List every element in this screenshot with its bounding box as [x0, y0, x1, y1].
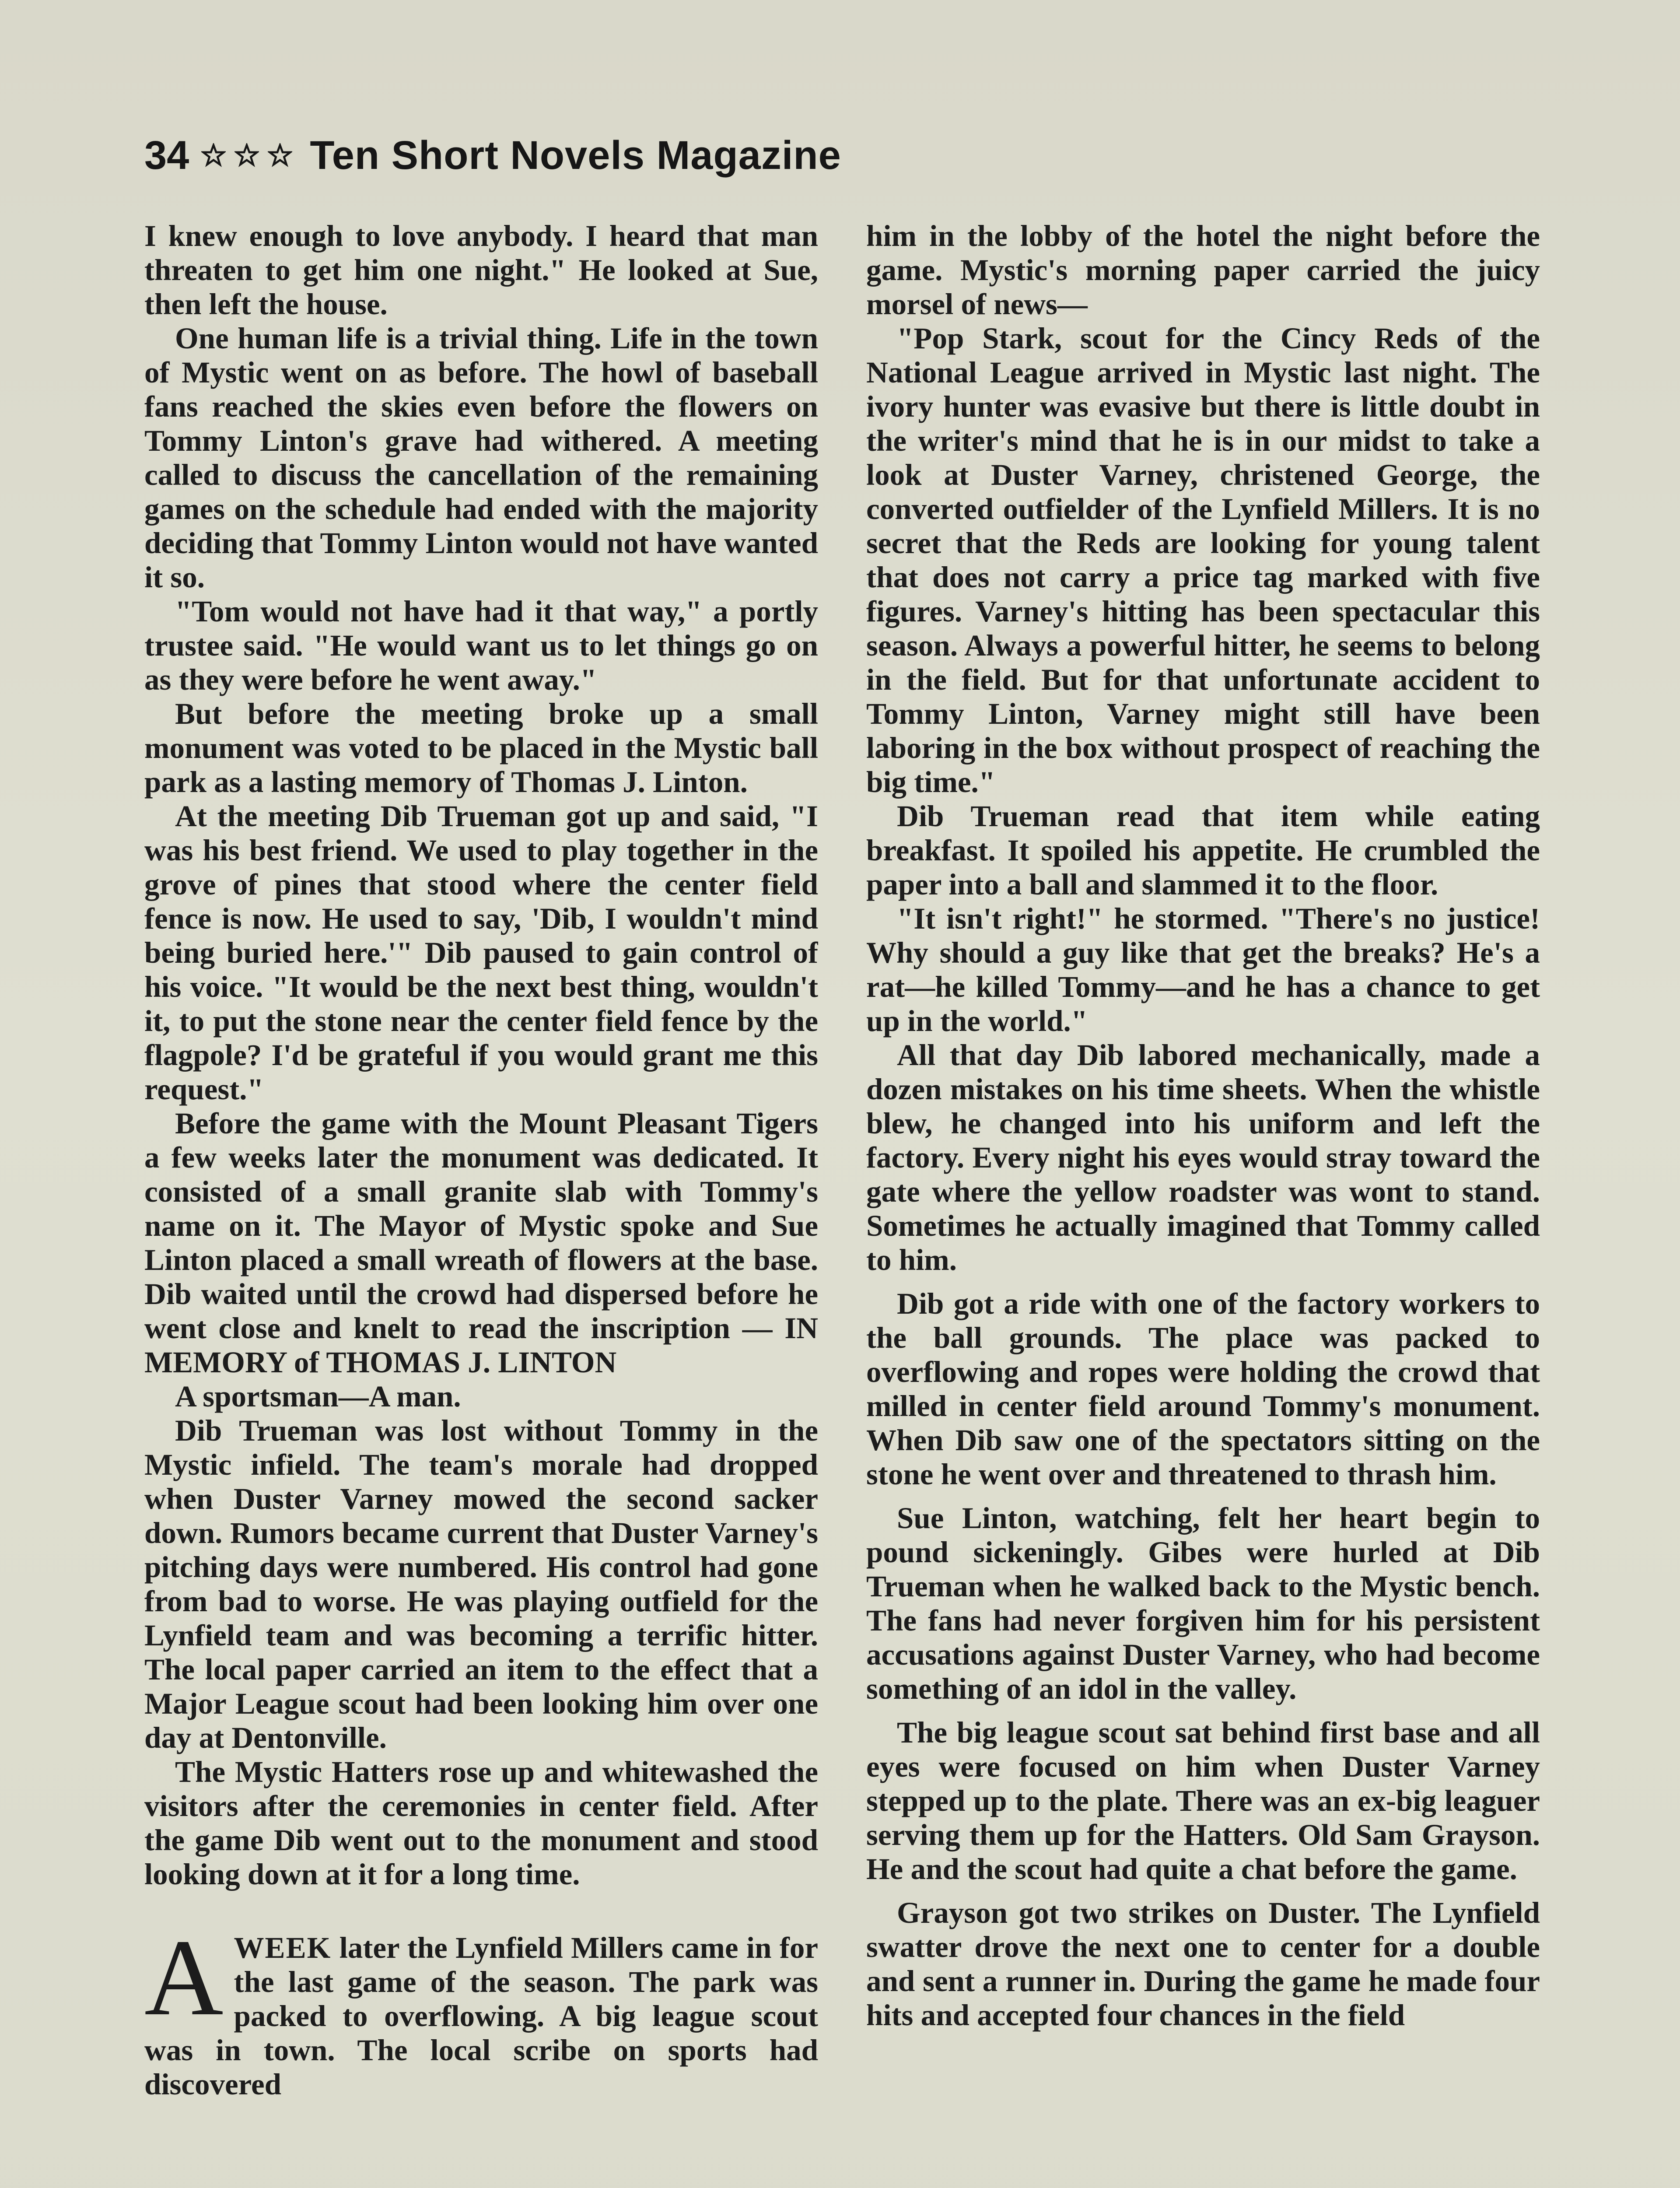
right-column [866, 219, 1540, 2188]
paragraph: A sportsman—A man. [175, 1380, 461, 1413]
paragraph: Dib Trueman read that item while eating breakfast. It spoiled his appetite. He crumbled the paper into a ball and slammed it to the floor. [866, 799, 1540, 901]
star-icon [234, 143, 259, 168]
star-icon [201, 143, 226, 168]
paragraph: Before the game with the Mount Pleasant Tigers a few weeks later the monument was dedicated. It consisted of a small granite slab with Tommy's name on it. The Mayor of Mystic spoke and Sue Linton placed a small wreath of flowers at the base. Dib waited until the crowd had dispersed before he went close and knelt to read the inscription — IN MEMORY of THOMAS J. LINTON [144, 1107, 818, 1379]
paragraph: "Tom would not have had it that way," a portly trustee said. "He would want us to let things go on as they were before he went away." [144, 595, 818, 696]
paragraph: him in the lobby of the hotel the night before the game. Mystic's morning paper carried the juicy morsel of news— [866, 219, 1540, 321]
paragraph: Sue Linton, watching, felt her heart begin to pound sickeningly. Gibes were hurled at Dib Trueman when he walked back to the Mystic bench. The fans had never forgiven him for his persistent accusations against Duster Varney, who had become something of an idol in the valley. [866, 1501, 1540, 1705]
paragraph: I knew enough to love anybody. I heard that man threaten to get him one night." He looked at Sue, then left the house. [144, 219, 818, 321]
left-column [144, 219, 818, 2188]
dropcap-text: later the Lynfield Millers came in for the last game of the season. The park was packed to overflowing. A big league scout was in town. The local scribe on sports had discovered [144, 1931, 818, 2101]
article-columns [144, 219, 1540, 2188]
star-icon [268, 143, 292, 168]
paragraph: "Pop Stark, scout for the Cincy Reds of the National League arrived in Mystic last night. The ivory hunter was evasive but there is little doubt in the writer's mind that he is in our midst to take a look at Duster Varney, christened George, the converted outfielder of the Lynfield Millers. It is no secret that the Reds are looking for young talent that does not carry a price tag marked with five figures. Varney's hitting has been spectacular this season. Always a powerful hitter, he seems to belong in the field. But for that unfortunate accident to Tommy Linton, Varney might still have been laboring in the box without prospect of reaching the big time." [866, 322, 1540, 799]
drop-cap: A [144, 1917, 224, 2038]
paragraph: Grayson got two strikes on Duster. The Lynfield swatter drove the next one to center for a double and sent a runner in. During the game he made four hits and accepted four chances in the field [866, 1896, 1540, 2032]
paragraph: Dib Trueman was lost without Tommy in the Mystic infield. The team's morale had dropped when Duster Varney mowed the second sacker down. Rumors became current that Duster Varney's pitching days were numbered. His control had gone from bad to worse. He was playing outfield for the Lynfield team and was becoming a terrific hitter. The local paper carried an item to the effect that a Major League scout had been looking him over one day at Dentonville. [144, 1414, 818, 1754]
header-stars [201, 143, 292, 168]
paragraph: Dib got a ride with one of the factory workers to the ball grounds. The place was packed to overflowing and ropes were holding the crowd that milled in center field around Tommy's monument. When Dib saw one of the spectators sitting on the stone he went over and threatened to thrash him. [866, 1287, 1540, 1491]
page-header [144, 127, 841, 184]
paragraph: One human life is a trivial thing. Life in the town of Mystic went on as before. The howl of baseball fans reached the skies even before the flowers on Tommy Linton's grave had withered. A meeting called to discuss the cancellation of the remaining games on the schedule had ended with the majority deciding that Tommy Linton would not have wanted it so. [144, 322, 818, 594]
magazine-title: Ten Short Novels Magazine [310, 133, 841, 178]
dropcap-paragraph [144, 1917, 818, 2101]
paragraph: The big league scout sat behind first base and all eyes were focused on him when Duster Varney stepped up to the plate. There was an ex-big leaguer serving them up for the Hatters. Old Sam Grayson. He and the scout had quite a chat before the game. [866, 1716, 1540, 1886]
paragraph: All that day Dib labored mechanically, made a dozen mistakes on his time sheets. When the whistle blew, he changed into his uniform and left the factory. Every night his eyes would stray toward the gate where the yellow roadster was wont to stand. Sometimes he actually imagined that Tommy called to him. [866, 1038, 1540, 1276]
paragraph: "It isn't right!" he stormed. "There's no justice! Why should a guy like that get the breaks? He's a rat—he killed Tommy—and he has a chance to get up in the world." [866, 902, 1540, 1038]
paragraph: But before the meeting broke up a small monument was voted to be placed in the Mystic ball park as a lasting memory of Thomas J. Linton. [144, 697, 818, 799]
dropcap-lead: WEEK [234, 1931, 332, 1964]
paragraph: The Mystic Hatters rose up and whitewashed the visitors after the ceremonies in center field. After the game Dib went out to the monument and stood looking down at it for a long time. [144, 1755, 818, 1891]
paragraph: At the meeting Dib Trueman got up and said, "I was his best friend. We used to play together in the grove of pines that stood where the center field fence is now. He used to say, 'Dib, I wouldn't mind being buried here.'" Dib paused to gain control of his voice. "It would be the next best thing, wouldn't it, to put the stone near the center field fence by the flagpole? I'd be grateful if you would grant me this request." [144, 799, 818, 1106]
page-number: 34 [144, 133, 189, 178]
